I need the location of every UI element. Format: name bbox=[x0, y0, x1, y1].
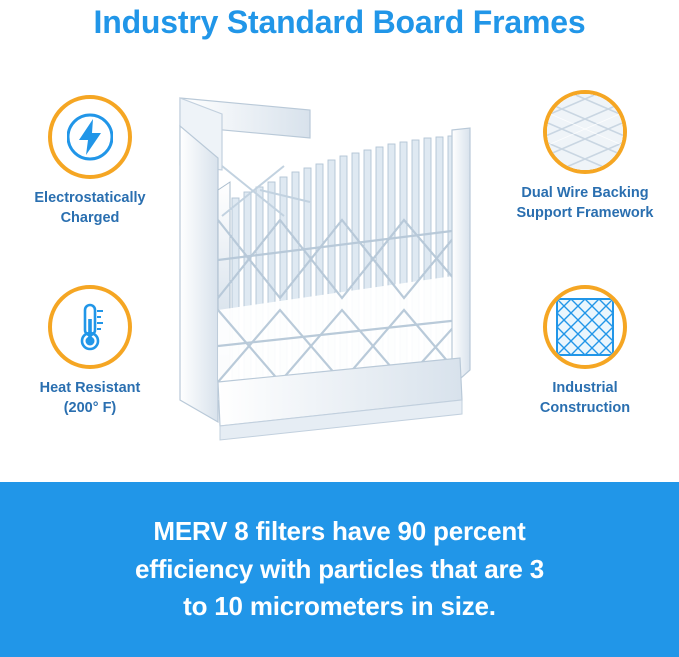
feature-caption-line1: Electrostatically bbox=[34, 190, 146, 206]
feature-caption-line2: Support Framework bbox=[516, 204, 654, 221]
feature-industrial-construction bbox=[500, 285, 670, 418]
feature-caption-line1: Dual Wire Backing bbox=[521, 185, 649, 201]
feature-icon-circle bbox=[48, 285, 132, 369]
feature-icon-circle bbox=[543, 90, 627, 174]
feature-icon-circle bbox=[543, 285, 627, 369]
banner-line1: MERV 8 filters have 90 percent bbox=[153, 515, 526, 546]
thermometer-icon bbox=[66, 299, 114, 355]
wire-mesh-icon bbox=[547, 94, 623, 170]
feature-caption-line2: (200° F) bbox=[63, 399, 117, 416]
feature-caption bbox=[5, 379, 175, 418]
product-image bbox=[160, 70, 505, 470]
merv-rating-banner bbox=[0, 482, 679, 657]
banner-line3: to 10 micrometers in size. bbox=[183, 591, 496, 622]
feature-caption-line1: Heat Resistant bbox=[39, 380, 141, 396]
feature-caption-line2: Charged bbox=[60, 209, 120, 226]
feature-heat-resistant bbox=[5, 285, 175, 418]
feature-caption bbox=[500, 379, 670, 418]
banner-text bbox=[105, 513, 574, 626]
page-title: Industry Standard Board Frames bbox=[93, 4, 586, 40]
pleated-air-filter-illustration bbox=[160, 70, 505, 470]
feature-caption-line2: Construction bbox=[539, 399, 631, 416]
grid-construction-icon bbox=[556, 298, 614, 356]
banner-line2: efficiency with particles that are 3 bbox=[135, 553, 544, 584]
feature-dual-wire-backing bbox=[500, 90, 670, 223]
feature-caption-line1: Industrial bbox=[552, 380, 618, 396]
feature-electrostatically-charged bbox=[5, 95, 175, 228]
feature-caption bbox=[500, 184, 670, 223]
lightning-bolt-icon bbox=[67, 111, 113, 163]
feature-icon-circle bbox=[48, 95, 132, 179]
feature-caption bbox=[5, 189, 175, 228]
